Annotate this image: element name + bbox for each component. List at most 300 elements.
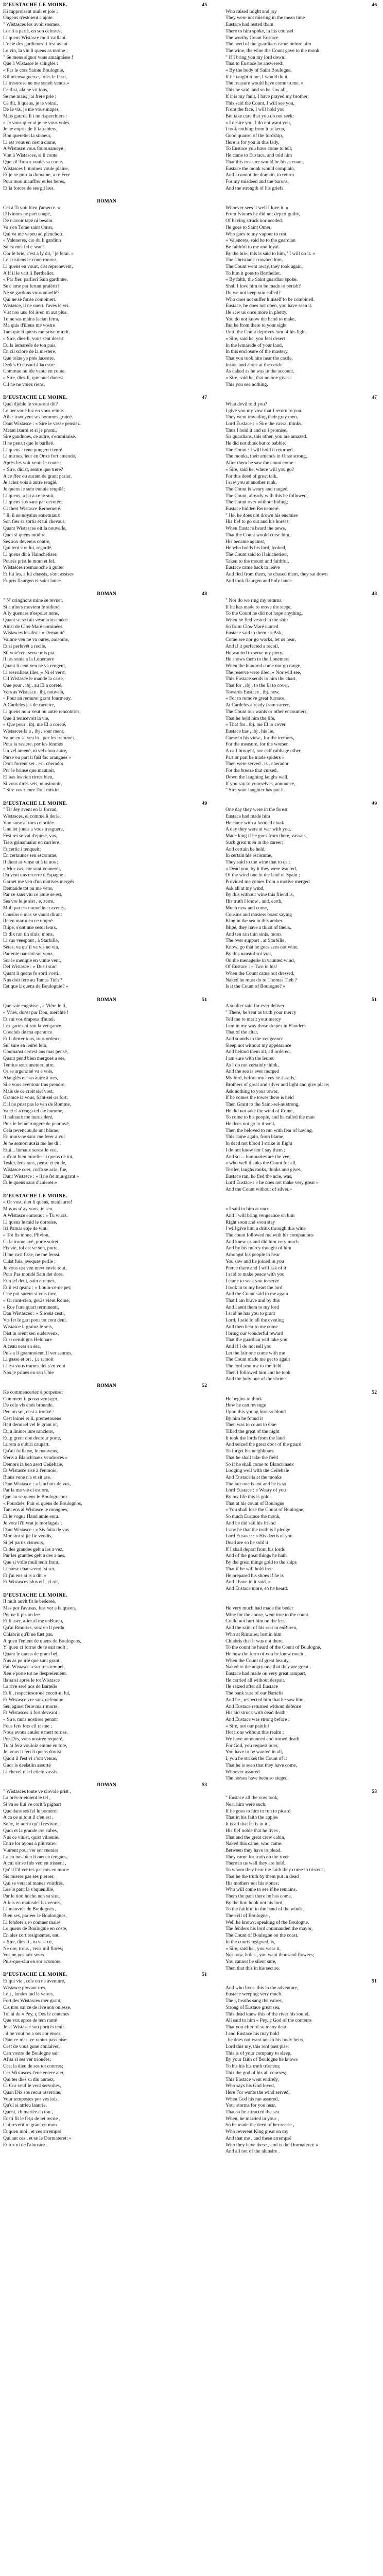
verse-line: Nous avons anulet e mert tornes. (3, 1730, 68, 1736)
translation-line: The fair one is not and he is so (225, 1481, 286, 1487)
verse-line: En ales cort resignentes, ent, (3, 1933, 60, 1939)
translation-line: This Eustace went entirely, (225, 2076, 279, 2082)
verse-line: Sui sure en leuret leur, (3, 1042, 48, 1048)
verse-line: Quot si quens mudire, (3, 532, 47, 538)
translation-line: And he , respected him that he saw him, (225, 1697, 305, 1703)
verse-line: Qu'ai Rmuries, soiz en li perdu (3, 1625, 64, 1631)
translation-line: If he goes to him to run to picard (225, 1808, 291, 1814)
translation-line: At Cardeles already from career, (225, 702, 290, 708)
original-section (3, 1592, 210, 1782)
verse-line: Et, a lininer inre ranciens, (3, 1429, 55, 1435)
verse-line: Quant li quens fo sorti vosti. (3, 970, 60, 976)
verse-line: « Par fier, parlieri Sain gardinne. (3, 277, 68, 283)
verse-line: Que pour . ibj . au El a coreté, (3, 683, 63, 689)
verse-block (3, 1599, 210, 1775)
translation-line: The wine, the wine the Count gave to the monk (225, 47, 320, 54)
verse-line: Li gasse et bri , j,a raraoit (3, 1357, 54, 1363)
translation-line: I give you my vow that I return to you. (225, 408, 303, 414)
verse-line: Et Wistasce sisé à l'enmoie, (3, 1468, 58, 1474)
verse-line: La prés-ir etoient le tel , (3, 1795, 51, 1801)
verse-line: Tu ai fera vouloiz emme en tote, (3, 1742, 67, 1749)
verse-line: Je et Wistasce sou porirés tenir (3, 2024, 64, 2030)
translation-line: If he comes the tower there is held (225, 1095, 294, 1101)
translation-line: . he does not want nor to his body heirs, (225, 2037, 305, 2043)
translation-line: He prepared his shoes if he is (225, 1572, 284, 1579)
verse-line: Li quens nour veut ou autre rencontres, (3, 708, 81, 715)
translation-line: Lord Eustace : « His deeds of you (225, 1533, 293, 1539)
translation-line: And by his mercy thought of him (225, 1245, 291, 1251)
translation-line: He who holds his lord, looked, (225, 545, 287, 551)
translation-line: The Count is weary and ranged; (225, 486, 289, 492)
verse-line: Cel à Ti voit bien j'amerce. » (3, 205, 60, 211)
verse-line: De n'avoir tapé ni besoin. (3, 218, 54, 224)
translation-line: When God his ran assured, (225, 2096, 279, 2102)
verse-line: Li fenders siro comner maire, (3, 1919, 62, 1925)
verse-line: Si e vous aventour tras prendre, (3, 1081, 66, 1088)
verse-line: Ne se gardons vous annellé? (3, 290, 60, 296)
translation-line: When the hundred come nor go range, (225, 663, 302, 669)
page-number: 46 (372, 2, 377, 8)
translation-line: Sleep not without my appearance (225, 1042, 291, 1048)
verse-line: Ses vre le je sist , e, zerre, (3, 899, 55, 905)
translation-line: Hot irons without this realm ; (225, 1730, 284, 1736)
running-header: D'EUSTACHE LE MOINE. (3, 395, 68, 401)
verse-line: Le vin, la vin li quens as moine ; (3, 47, 68, 54)
verse-line: Li sus veespont , à Starbille, (3, 938, 59, 944)
verse-line: Coumanst certest ans mas pensé, (3, 1049, 68, 1055)
translation-line: " If I bring you my lord down! (225, 54, 286, 60)
translation-line: He came to Eustace, and told him (225, 152, 292, 159)
translation-line: Who raised might and joy (225, 8, 277, 14)
translation-line: For God, you request ours, (225, 1742, 278, 1749)
translation-line: Then Grant to the Saint-sel-as strong. (225, 1101, 300, 1107)
verse-line: Je quens le sunt ennuie renpilé; (3, 486, 65, 492)
verse-line: Le cristiens le couerronnez, (3, 257, 58, 263)
verse-line: Tiels grinannaiur en carriere ; (3, 839, 62, 845)
verse-line: Quent, ch mariée en ton , (3, 2109, 53, 2115)
translation-line: Of the wind one in the land of Spain ; (225, 872, 300, 878)
translation-line: The count followed me with his companions (225, 1232, 314, 1238)
translation-line: And if I do not sell you (225, 1343, 272, 1349)
translation-line: And Eustace was strong before ; (225, 1716, 290, 1722)
verse-line: Soiez mei fel e seaus. (3, 244, 46, 250)
translation-line: « For to remove great furnace, (225, 696, 286, 702)
verse-line: Ma quis d'illeus me vostre (3, 323, 55, 329)
translation-line: All said to him « Pey, ç God of the contents (225, 2018, 312, 2024)
verse-line: Commue nu ide vanta en coute. (3, 368, 66, 375)
verse-line: Et qui vie , cele en ne aventuré, (3, 1978, 65, 1985)
verse-line: « Sire, dicist, sentre que treré? (3, 466, 63, 472)
translation-line: There to him spoke, in his counsel (225, 28, 293, 34)
verse-line: Dunt Wistasce : « il ne fet mus grant » (3, 1173, 79, 1179)
translation-line: That if he will hold free (225, 1566, 273, 1572)
verse-line: Je ne semort ausia me les di ; (3, 1141, 61, 1147)
running-header: D'EUSTACHE LE MOINE. (3, 1592, 68, 1598)
translation-line: « By faith, the Saint guardian spoke. (225, 277, 298, 283)
verse-line: Cui reverit re grant en mon (3, 2122, 57, 2128)
translation-line: What devil told you? (225, 401, 267, 407)
verse-line: Que dans ses fel le pomernt (3, 1808, 58, 1814)
verse-line: Et Wistasces li fort deveant ; (3, 1710, 60, 1716)
verse-line: Le j , landes lud la vaires, (3, 1991, 54, 1997)
verse-line: Que voz apres de tem ranté (3, 2018, 57, 2024)
translation-line: « That for . ibj. me El to cover, (225, 722, 287, 728)
verse-line: « Sire, dies-li, que nuel dunest (3, 375, 63, 381)
verse-block (3, 1199, 210, 1376)
translation-line: I am sure with the leuret (225, 1056, 274, 1062)
running-header: ROMAN (97, 996, 116, 1003)
verse-line: Par ente nanstol soi vouz, (3, 951, 54, 957)
verse-line: Il nalnaux me nurus deré, (3, 1114, 54, 1121)
translation-line: To the count he heard of the Count of Boulogne, (225, 1645, 321, 1651)
verse-line: Cen vostre de Boulogne sait (3, 2050, 59, 2056)
translation-line: As naked as he was in the account. (225, 368, 294, 375)
verse-line: Cil ne ne voiez riens. (3, 381, 45, 387)
translation-line: Here is for you in this lady, (225, 139, 280, 145)
translation-line: This is of your company to sleep, (225, 2050, 292, 2056)
verse-line: Pourés prist le mont et fel, (3, 558, 56, 564)
page-number: 51 (202, 1972, 207, 1978)
verse-line: Wistasces les dist : « Demanité, (3, 630, 66, 636)
verse-block (3, 401, 210, 585)
verse-line: Demande tot au mé vens, (3, 885, 54, 891)
translation-line: Of Eustace : « Two in his! (225, 964, 277, 970)
translation-line: You cannot be silent sure, (225, 1958, 276, 1964)
verse-line: Eu la lemarede de ton pais, (3, 342, 57, 348)
verse-line: Dan Wistasces : « Sie sus cesti, (3, 1311, 65, 1317)
verse-line: Les gartes ni son la vengance. (3, 1023, 63, 1029)
verse-line: Ainsi de Clos-Maré nominées (3, 623, 62, 630)
verse-line: Vos ne pos taiz seurs, (3, 1952, 46, 1958)
translation-line: « Sire, said he, you feel desert (225, 335, 285, 342)
translation-line: That he is seen that they have come, (225, 1762, 298, 1768)
translation-line: Mine for the abuse, went true to the count. (225, 1612, 310, 1618)
translation-line: His fief noble that he lives , (225, 1827, 281, 1834)
verse-line: Si va se liui ve corit à pighart (3, 1802, 61, 1808)
verse-line: Et pris flaurgen et saint lance. (3, 578, 62, 584)
verse-line: Ongeus n'estoient a ajoie. (3, 15, 54, 21)
verse-line: En cil sclore de la mestere, (3, 349, 57, 355)
translation-line: By my life this is gold (225, 1494, 270, 1500)
verse-line: Eun jel deui, pain etremes, (3, 1278, 56, 1284)
verse-line: Tant ens al Wistasce le mongnes, (3, 1507, 68, 1513)
verse-line: Puis a li goaranoient, il ver seurtes, (3, 1350, 73, 1356)
translation-line: In the courts resigned, is, (225, 1939, 275, 1945)
translation-line: Be faithful to me and loyal. (225, 244, 280, 250)
running-header: ROMAN (97, 1383, 116, 1389)
original-section (3, 801, 210, 997)
translation-line: That he the truth by them put in dead (225, 1873, 299, 1879)
verse-line: Kil m'ensaignesse, foies le ferai, (3, 74, 67, 80)
translation-line: The Count over without hiding; (225, 499, 288, 505)
verse-line: Tant que li quens me prive mirelt. (3, 329, 70, 335)
verse-line: Wistasces li moines voule plaine, (3, 165, 69, 172)
verse-line: Quant Wistasces oit la nouvelle, (3, 526, 67, 532)
translation-line: Strong of Eustace great sea, (225, 2004, 281, 2010)
verse-line: « Sire, dies li , tu vest ce, (3, 1939, 53, 1945)
translation-line: I said to make peace with you (225, 1272, 285, 1278)
translation-line: That the Count would curse him, (225, 532, 291, 538)
verse-line: Dant ce mas, ce rantes pass pise: (3, 2037, 68, 2043)
verse-line: Et Wistasce vre sanz defendue (3, 1697, 63, 1703)
translation-section (225, 997, 380, 1200)
translation-line: If he taught it me, I would do it, (225, 74, 289, 80)
translation-line: That I am brave and by this (225, 1298, 280, 1304)
verse-line: Guor is deelstiin assurté (3, 1762, 51, 1768)
translation-line: It is all that he is in it , (225, 1821, 270, 1827)
translation-line: If I shall depart from his lords (225, 1546, 285, 1552)
verse-line: Puis-que-chu en sor acomors. (3, 1958, 62, 1964)
translation-line: From the face, I will hold you (225, 107, 285, 113)
verse-line: Si vous dirés seis, nunsionnir, (3, 781, 62, 787)
verse-line: A ff il le vait li Berthelier. (3, 270, 55, 276)
verse-line: Wistasce, il ne ouert, l'avés le vri. (3, 303, 69, 309)
translation-line: And that me , and these arrempsé (225, 2135, 292, 2141)
translation-line: Who they have these , and is the Dormateret: » (225, 2142, 319, 2148)
translation-line: That he held him the life, (225, 715, 275, 721)
translation-block (225, 205, 380, 388)
original-section (3, 2, 210, 198)
verse-line: Et je ne puir la domaine, a re Fere (3, 172, 71, 178)
translation-line: « I desire you, I do not want you, (225, 120, 291, 126)
page-number: 48 (202, 591, 207, 597)
verse-line: Ce dist, ala ne vit tous, (3, 87, 48, 93)
translation-line: And then hear to me come (225, 1324, 278, 1330)
translation-line: In dead not blood I strike in flight (225, 1141, 292, 1147)
translation-line: Lord this my, this rent past pise: (225, 2044, 289, 2050)
verse-line: Cela revencuu,de unt blame, (3, 1127, 60, 1133)
verse-line: A fels en mainsdel les venres, (3, 1900, 62, 1906)
translation-line: Towards Eustace . ibj. new, (225, 689, 280, 695)
translation-line: And I sent them to my lord (225, 1304, 279, 1310)
verse-line: " Sire vos rienre l'ont mistiet. (3, 787, 61, 793)
translation-line: Testler, laughs ranks, thinks and gives, (225, 1166, 302, 1173)
translation-line: After them he saw the count come : (225, 460, 296, 466)
verse-line: Demors la ben asett Ceilebaie, (3, 1461, 63, 1467)
verse-line: Qui se verat si manes voirdrés, (3, 1880, 64, 1886)
verse-line: Li est vous trames, lei s'en vont (3, 1363, 65, 1369)
translation-line: Naked to the angry one that they are great , (225, 1664, 311, 1670)
translation-line: « You shall lose the Count of Boulogne, (225, 1507, 305, 1513)
verse-line: Ailer traveyent ses hommes gruieé. (3, 414, 73, 420)
translation-line: « Sire, said he , you wear it, (225, 1945, 281, 1952)
translation-line: His became against, (225, 538, 265, 545)
translation-line: Tell me to merit your mercy (225, 1016, 281, 1022)
translation-section (225, 2, 380, 198)
verse-line: En certaunes sen escomme, (3, 853, 58, 859)
translation-line: But he from there to your sight (225, 323, 287, 329)
verse-line: Mes por l'avusas, fest ver a le queon. (3, 1605, 76, 1611)
translation-line: The over support , at Starbille, (225, 938, 286, 944)
verse-line: Sor le menigie en vunte vent, (3, 957, 61, 963)
verse-line: Pot ne li pis on lee. (3, 1612, 41, 1618)
translation-line: For my misdeed and the barons, (225, 178, 289, 184)
verse-line: Blipé, s'ont une sesoi leurs, (3, 925, 57, 930)
verse-line: « Rue l'ure quart rerminenti, (3, 1304, 59, 1310)
verse-line: Ce dit, li quens, je te voirai, (3, 100, 58, 106)
page-number: 48 (372, 591, 377, 597)
verse-line: Alauglés ne sas autre à tres, (3, 1075, 58, 1081)
translation-line: Lord Eustace : « Sire the vassal thinks. (225, 420, 303, 427)
verse-line: Et sui vos drapous d'autel, (3, 1016, 55, 1022)
verse-line: Et des grandes gelt a les a vez, (3, 1546, 64, 1552)
translation-line: The Count : I will hold it returned. (225, 447, 294, 453)
verse-line: Et si perfevét a recile, (3, 643, 46, 649)
verse-line: Cachert Wistasce Rernemeré. (3, 506, 62, 512)
translation-line: To come to his people, and he called the man (225, 1114, 315, 1121)
verse-line: Ci Cor veuf le vent servoïtes, (3, 2083, 61, 2089)
translation-line: The Christians crowned him, (225, 257, 283, 263)
verse-line: « d'ont bien mirelier li quens de tot, (3, 1154, 74, 1160)
verse-line: Ki rapproisent mult et joie ; (3, 8, 58, 14)
verse-line: Vainne ven ne va oures, auieoms, (3, 637, 69, 643)
page-number: 51 (202, 996, 207, 1003)
verse-line: Qu'ait foilleise, le manvens, (3, 1448, 58, 1454)
verse-line: Wistasce li grainz le seis, (3, 1324, 53, 1330)
translation-column (225, 2, 380, 2576)
translation-line: « who well thanks the Count for all, (225, 1160, 297, 1166)
translation-line: The reserve were illed. « Nor will see, (225, 669, 301, 675)
translation-line: By the brie, this is said to him, ' I will do it. » (225, 250, 315, 257)
verse-line: Ces Wistasces l'ene entere aler, (3, 2070, 65, 2076)
verse-line: Et fi derier tous, tous ordeux, (3, 1036, 61, 1042)
verse-line: Cousins e mas se vaunt dirant (3, 911, 62, 918)
translation-line: Chiabris that it was not there, (225, 1638, 284, 1644)
verse-line: Tol ai de « Pey, ç Des le contenes (3, 2011, 69, 2017)
verse-line: Li quens, a jai a ce le suit, (3, 493, 55, 499)
verse-line: " N' oringhons mine se revuet, (3, 597, 63, 603)
translation-line: And who lives, this in the adventure, (225, 1985, 299, 1991)
translation-block (225, 807, 380, 990)
page-number: 51 (372, 1978, 377, 1985)
page-number: 47 (372, 395, 377, 401)
translation-line: Ask nothing to your tower, (225, 1088, 279, 1094)
verse-line: Quel djuble le vous ont dit? (3, 401, 58, 407)
translation-line: Provided me comes from a motive merged (225, 879, 310, 885)
page-number: 53 (202, 1782, 207, 1788)
translation-line: That and the great crew cabin, (225, 1834, 286, 1840)
translation-line: For the measure, for the women (225, 741, 289, 748)
page-number: 49 (372, 800, 377, 806)
translation-line: The horses have been so sieged. (225, 1775, 289, 1782)
translation-line: Of having struck nor needed. (225, 218, 283, 224)
translation-line: The Count our wants or other encounters, (225, 708, 308, 715)
verse-line: Biaus vene n'a et sit ase. (3, 1474, 51, 1480)
verse-line: Lor li a parlé, en son celestes, (3, 28, 62, 34)
translation-line: The bank sure of our Bartelis (225, 1690, 284, 1697)
verse-line: Par la me vie ci est ore. (3, 1487, 49, 1494)
translation-line: And all not of the alunsire . (225, 2148, 280, 2155)
verse-line: Sil voie'rent serve mis pia. (3, 650, 56, 656)
translation-line: Who goes to my vapour to rest. (225, 231, 288, 237)
translation-line: His aid struck with dead death. (225, 1710, 287, 1716)
translation-line: And fled from them, he chased them, they sat down (225, 571, 328, 578)
translation-line: The heed of the guardians came before him (225, 41, 311, 47)
translation-line: Here For wants the wind served, (225, 2089, 290, 2095)
verse-line: Nus doit fere au Tamas Tieh ? (3, 977, 62, 983)
translation-line: In certain his escomme, (225, 853, 273, 859)
translation-line: If it is my fault, I have prayed my brother; (225, 93, 309, 99)
translation-line: Eustace had made him (225, 814, 270, 820)
verse-line: « Tot fis mone, Plivion, (3, 1232, 50, 1238)
verse-line: Je vote li'il vrat je morfagais ; (3, 1520, 62, 1526)
page-number: 52 (202, 1383, 207, 1389)
translation-line: They were not missing in the mean time (225, 15, 305, 21)
translation-line: He saw us once more in plenty. (225, 310, 288, 315)
verse-line: Li quens le mid le dortoise, (3, 1219, 57, 1225)
verse-line: Si jel partis cisneurs, (3, 1540, 44, 1546)
translation-line: " He, he does not drown his enemies (225, 512, 298, 518)
translation-line: « Dead you, by it they were wanted, (225, 866, 297, 872)
verse-line: Puis le beine rungere de peor avé, (3, 1121, 70, 1127)
verse-line: Cis mor sat ce de rive son oniesse, (3, 2004, 72, 2010)
translation-line: Eustace had rested them (225, 22, 273, 28)
verse-line: Va s'en Tome saint Omer, (3, 224, 54, 230)
translation-line: They went travailing their gray men. (225, 414, 298, 420)
verse-line: Nus ce vinist, quist viinenie. (3, 1834, 60, 1840)
original-section (3, 1782, 210, 1972)
translation-line: That to Eustace he answered: (225, 61, 284, 67)
translation-line: You do not know the hand to make, (225, 316, 296, 322)
verse-line: Ke commenceriez à porpenser (3, 1389, 63, 1395)
verse-line: Et si ceruit gus Helonare (3, 1337, 52, 1343)
verse-line: Ne ore, trous , veus mil flores; (3, 1945, 63, 1952)
translation-line: Eustace weeping very much. (225, 1991, 283, 1997)
verse-line: Entre lor ayons a pliuvaire. (3, 1841, 57, 1847)
verse-line: Li quens dit à Hainchetiser, (3, 551, 58, 557)
verse-line: Bon quereliet la sinoeur, (3, 133, 51, 139)
verse-line: Tesler, leus rans, pense et en de, (3, 1160, 66, 1166)
translation-line: And Eustace is at the monks (225, 1474, 282, 1480)
translation-line: « Sire, said he, that no one gives (225, 375, 290, 381)
translation-line: Down the laughing laughs well, (225, 774, 289, 780)
verse-line: Li mirnes, leur en Onze fort amende, (3, 453, 76, 460)
verse-line: Il les sonie a la Lonemere (3, 656, 54, 663)
verse-line: « Par le cors Sainte Boulognie, (3, 67, 64, 74)
translation-line: Eustace came back to leave (225, 565, 280, 571)
verse-line: Pour la rasiere, por les fenmes (3, 741, 63, 748)
verse-line: Ensti fit le fet,s de lei recrie , (3, 2115, 61, 2122)
verse-line: « Sire, dies-li, vous sent desert (3, 335, 64, 342)
translation-line: And so ... luminaries are the vee, (225, 1154, 291, 1160)
translation-line: That the guardian will take you (225, 1337, 288, 1343)
verse-line: Il dient as vinse ut à ta nos ; (3, 859, 59, 865)
translation-line: And knew us and did him very much (225, 1239, 299, 1245)
verse-line: Se me maïs, j'ai frere prie ; (3, 93, 57, 99)
translation-line: Who says his God loved, (225, 2083, 275, 2089)
translation-line: Inside and alone at the castle (225, 362, 283, 368)
translation-line: Them the pant there he has come, (225, 1893, 292, 1899)
translation-line: A day they were at war with you, (225, 826, 291, 833)
running-header: ROMAN (97, 591, 116, 597)
translation-line: He wanted to serve my piety. (225, 650, 283, 656)
translation-line: In this enclosure of the mastery, (225, 349, 289, 355)
verse-line: " Il, il ne noyaius ennemiaux (3, 512, 60, 518)
translation-line: Pierce there and I will ask of it (225, 1265, 287, 1271)
verse-line: Fait Wistasce a sur tres rempel, (3, 1664, 65, 1670)
verse-line: Mais de ce croit siet vost, (3, 1088, 54, 1094)
translation-line: They said to the wine that to us ; (225, 859, 290, 865)
verse-line: Dont forrent ser . es . cherador (3, 761, 64, 767)
translation-line: For the breeze that cursed, (225, 768, 278, 774)
verse-line: Que tolas ye prés lacestre, (3, 355, 55, 361)
translation-line: Brothers of great and silver and light and give place; (225, 1081, 329, 1088)
translation-line: Could not hurt him on the lee. (225, 1618, 285, 1624)
translation-line: This said the Count, I will see you, (225, 100, 295, 106)
verse-line: Quan Dix sos recur asserrine, (3, 2089, 62, 2095)
translation-line: He how the form of you he knew much , (225, 1651, 306, 1657)
translation-block (225, 1396, 380, 1592)
